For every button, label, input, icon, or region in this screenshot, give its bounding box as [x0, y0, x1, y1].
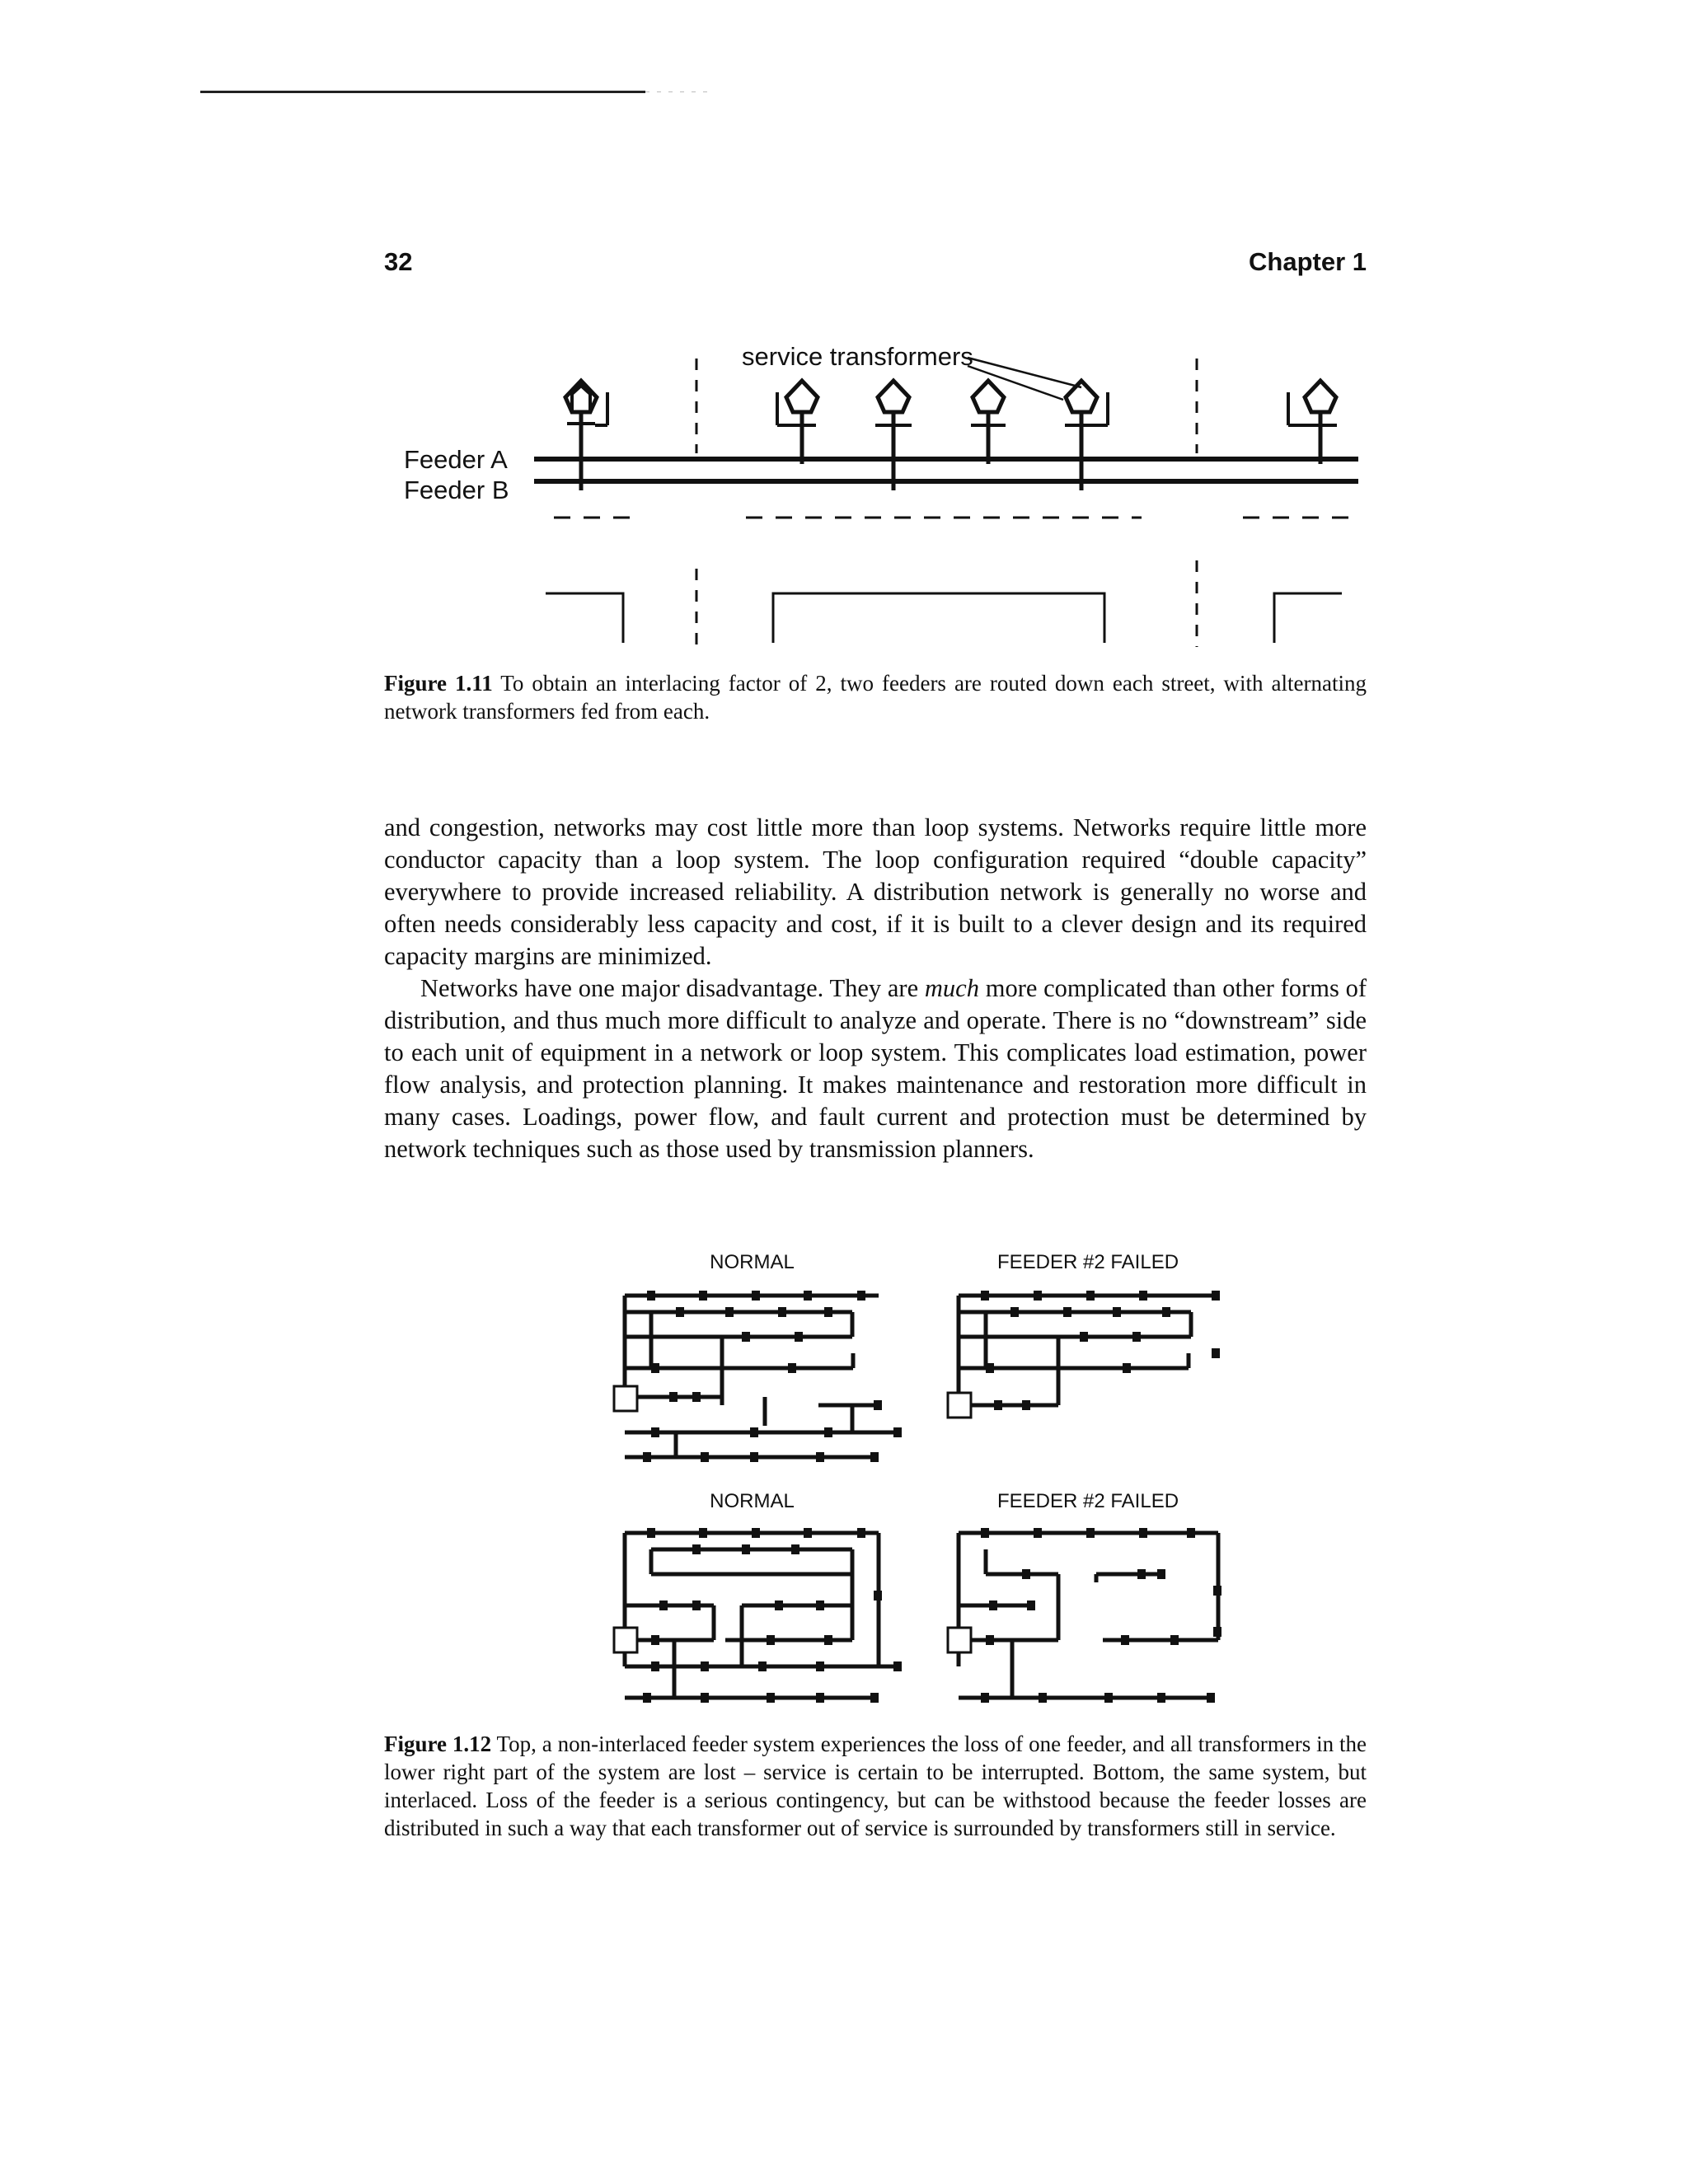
emphasis: much — [924, 974, 979, 1002]
figure-1-11-drawing — [534, 358, 1358, 647]
cross-street-lines — [696, 359, 1197, 647]
figure-1-11-caption — [384, 669, 1367, 725]
transformer-4 — [971, 381, 1006, 464]
annotation-arrows — [968, 358, 1081, 400]
top-failed-label: FEEDER #2 FAILED — [996, 1251, 1179, 1273]
transformer-5 — [1065, 381, 1108, 490]
page-number: 32 — [384, 247, 413, 276]
caption-text: Top, a non-interlaced feeder system experiences the loss of one feeder, and all transformers in the lower right part of the system are lost – service is certain to be interrupted. Bottom, the same system, but interlaced. Loss of the feeder is a serious contingency, but can be withstood because the feeder losses are distributed in such a way that each transformer out of service is surrounded by transformers still in service. — [384, 1732, 1367, 1840]
service-transformers-label: service transformers — [742, 342, 973, 371]
paragraph: Networks have one major disadvantage. They are much more complicated than other forms of distribution, and thus much more difficult to analyze and operate. There is no “downstream” side to each unit of equipment in a network or loop system. This complicates load estimation, power flow analysis, and protection planning. It makes maintenance and restoration more difficult in many cases. Loadings, power flow, and fault current and protection must be determined by network techniques such as those used by transmission planners. — [384, 974, 1367, 1163]
bottom-normal-label: NORMAL — [710, 1490, 795, 1512]
bottom-failed-label: FEEDER #2 FAILED — [996, 1490, 1179, 1512]
figure-1-12-caption — [384, 1730, 1367, 1842]
block-outlines — [546, 593, 1342, 643]
feeder-a-label: Feeder A — [404, 445, 508, 474]
diagram-bottom-normal — [614, 1533, 902, 1698]
feeder-b-label: Feeder B — [404, 476, 509, 504]
diagram-bottom-failed — [948, 1533, 1218, 1698]
transformer-3 — [875, 381, 912, 490]
paragraph: and congestion, networks may cost little more than loop systems. Networks require little more conductor capacity than a loop system. The loop configuration required “double capacity” everywhere to provide increased reliability. A distribution network is generally no worse and often needs considerably less capacity and cost, if it is built to a clever design and its required capacity margins are minimized. — [384, 813, 1367, 970]
chapter-label: Chapter 1 — [1249, 247, 1367, 276]
body-text — [384, 812, 1367, 1165]
caption-label: Figure 1.11 — [384, 671, 493, 696]
top-normal-label: NORMAL — [710, 1251, 795, 1273]
transformer-2 — [777, 381, 818, 464]
caption-text: To obtain an interlacing factor of 2, two feeders are routed down each street, with alternating network transformers fed from each. — [384, 671, 1367, 724]
transformer-1 — [565, 381, 607, 490]
caption-label: Figure 1.12 — [384, 1732, 492, 1756]
transformer-6 — [1288, 381, 1337, 464]
diagram-top-failed — [948, 1296, 1218, 1418]
